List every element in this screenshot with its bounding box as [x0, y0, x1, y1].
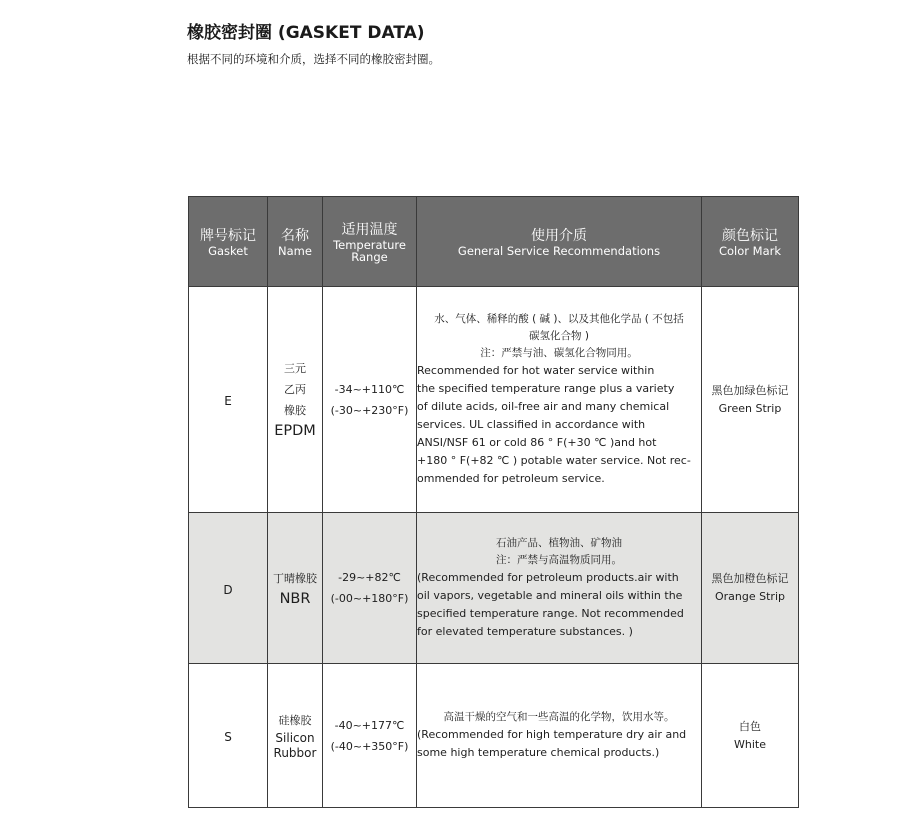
header-temperature: [323, 197, 417, 287]
color-mark-cell: [702, 287, 799, 513]
service-zh-line: 石油产品、植物油、矿物油: [496, 537, 622, 549]
service-en-line: services. UL classified in accordance with: [417, 418, 646, 431]
name-en: NBR: [279, 590, 311, 607]
header-temperature-zh: 适用温度: [341, 221, 398, 238]
color-mark-cell: [702, 513, 799, 664]
header-temperature-en2: Range: [351, 249, 388, 264]
color-mark-zh: 黑色加橙色标记: [711, 572, 789, 585]
color-mark-zh: 黑色加绿色标记: [711, 383, 789, 397]
name-en-line: Silicon: [275, 731, 315, 745]
table-header-row: [189, 197, 799, 287]
color-mark-en: White: [734, 737, 766, 751]
service-en-line: oil vapors, vegetable and mineral oils within the: [417, 589, 683, 602]
service-en-line: some high temperature chemical products.): [417, 746, 660, 759]
service-en-line: of dilute acids, oil-free air and many chemical: [417, 400, 670, 413]
color-mark-cell: [702, 664, 799, 808]
header-gasket-en: Gasket: [208, 243, 248, 258]
gasket-data-table: [188, 196, 799, 808]
temperature-celsius: -40~+177℃: [334, 718, 405, 732]
name-en: EPDM: [274, 423, 316, 439]
name-zh-line: 乙丙: [284, 383, 306, 396]
gasket-code-cell: [189, 664, 268, 808]
header-gasket-zh: 牌号标记: [200, 227, 256, 244]
service-en-line: ommended for petroleum service.: [417, 472, 605, 485]
service-en-line: +180 ° F(+82 ℃ ) potable water service. Not rec-: [417, 454, 691, 467]
service-en-line: (Recommended for high temperature dry air and: [417, 728, 687, 741]
service-zh-line: 高温干燥的空气和一些高温的化学物，饮用水等。: [443, 711, 675, 723]
temperature-cell: [323, 287, 417, 513]
service-en-line: for elevated temperature substances. ): [417, 625, 633, 638]
page-subtitle: 根据不同的环境和介质，选择不同的橡胶密封圈。: [187, 52, 440, 66]
page-title: 橡胶密封圈 (GASKET DATA): [187, 23, 425, 43]
header-gasket: [189, 197, 268, 287]
gasket-code-cell: [189, 287, 268, 513]
header-service-en: General Service Recommendations: [457, 243, 661, 258]
name-zh-line: 硅橡胶: [278, 714, 312, 727]
table-row: [189, 664, 799, 808]
header-name-en: Name: [278, 243, 312, 258]
header-temperature-en: Temperature: [333, 237, 406, 252]
service-en-line: specified temperature range. Not recommended: [417, 607, 684, 620]
temperature-celsius: -29~+82℃: [338, 571, 401, 584]
temperature-cell: [323, 664, 417, 808]
service-en-line: the specified temperature range plus a variety: [417, 382, 675, 395]
color-mark-en: Green Strip: [718, 401, 782, 415]
service-en-line: (Recommended for petroleum products.air with: [417, 571, 679, 584]
service-zh-line: 注：严禁与油、碳氢化合物同用。: [480, 347, 638, 359]
name-zh-line: 三元: [284, 362, 306, 375]
gasket-code-cell: [189, 513, 268, 664]
temperature-fahrenheit: (-00~+180°F): [330, 592, 409, 605]
temperature-fahrenheit: (-40~+350°F): [330, 739, 409, 753]
header-name: [268, 197, 323, 287]
gasket-code: D: [223, 582, 233, 597]
gasket-code: E: [224, 394, 232, 408]
gasket-name-cell: [268, 664, 323, 808]
service-en-line: ANSI/NSF 61 or cold 86 ° F(+30 ℃ )and hot: [417, 436, 657, 449]
gasket-code: S: [224, 730, 232, 744]
service-cell: [417, 513, 702, 664]
temperature-cell: [323, 513, 417, 664]
service-cell: [417, 287, 702, 513]
header-color-mark: [702, 197, 799, 287]
header-service-zh: 使用介质: [531, 227, 587, 244]
table-row: [189, 513, 799, 664]
header-color-en: Color Mark: [718, 243, 782, 258]
name-zh-line: 橡胶: [284, 404, 306, 417]
header-service: [417, 197, 702, 287]
color-mark-zh: 白色: [739, 719, 761, 733]
gasket-name-cell: [268, 513, 323, 664]
color-mark-en: Orange Strip: [715, 590, 785, 603]
table-row: [189, 287, 799, 513]
service-zh-line: 注：严禁与高温物质同用。: [496, 554, 622, 566]
header-name-zh: 名称: [281, 227, 309, 244]
temperature-celsius: -34~+110℃: [334, 382, 405, 396]
temperature-fahrenheit: (-30~+230°F): [330, 403, 409, 417]
name-en-line: Rubbor: [273, 746, 317, 760]
header-color-zh: 颜色标记: [722, 227, 778, 244]
service-cell: [417, 664, 702, 808]
service-zh-line: 水、气体、稀释的酸 ( 碱 )、以及其他化学品 ( 不包括: [434, 313, 684, 325]
name-zh-line: 丁晴橡胶: [273, 571, 317, 585]
gasket-name-cell: [268, 287, 323, 513]
service-zh-line: 碳氢化合物 ): [529, 330, 589, 342]
service-en-line: Recommended for hot water service within: [417, 364, 655, 377]
